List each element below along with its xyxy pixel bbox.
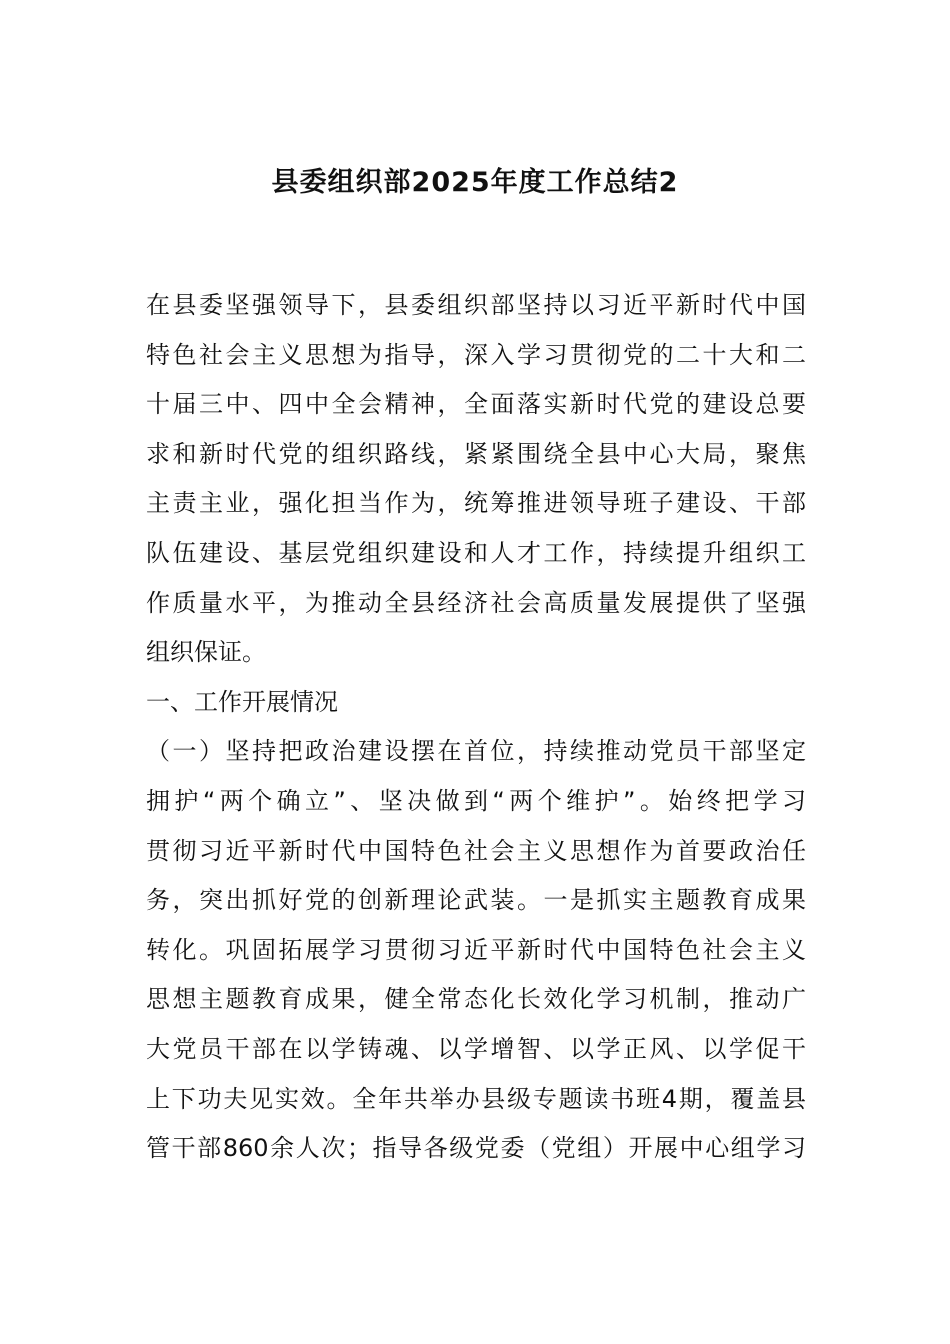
paragraph-line: 组织保证。 bbox=[146, 638, 266, 667]
section-heading: 一、工作开展情况 bbox=[146, 687, 338, 716]
paragraph-line: 大党员干部在以学铸魂、以学增智、以学正风、以学促干 bbox=[146, 1034, 806, 1063]
paragraph-line: 务，突出抓好党的创新理论武装。一是抓实主题教育成果 bbox=[146, 886, 806, 915]
paragraph-line: 转化。巩固拓展学习贯彻习近平新时代中国特色社会主义 bbox=[146, 935, 806, 964]
paragraph-line: 作质量水平，为推动全县经济社会高质量发展提供了坚强 bbox=[146, 588, 806, 617]
paragraph-line: 贯彻习近平新时代中国特色社会主义思想作为首要政治任 bbox=[146, 836, 806, 865]
paragraph-line: 管干部860余人次；指导各级党委（党组）开展中心组学习 bbox=[146, 1134, 806, 1163]
subsection-heading-line: （一）坚持把政治建设摆在首位，持续推动党员干部坚定 bbox=[146, 737, 806, 766]
paragraph-line: 在县委坚强领导下，县委组织部坚持以习近平新时代中国 bbox=[146, 291, 806, 319]
paragraph-line: 队伍建设、基层党组织建设和人才工作，持续提升组织工 bbox=[146, 538, 806, 567]
paragraph-line: 拥护“两个确立”、坚决做到“两个维护”。始终把学习 bbox=[146, 786, 806, 815]
paragraph-line: 十届三中、四中全会精神，全面落实新时代党的建设总要 bbox=[146, 390, 806, 419]
document-title: 县委组织部2025年度工作总结2 bbox=[271, 167, 679, 198]
paragraph-line: 主责主业，强化担当作为，统筹推进领导班子建设、干部 bbox=[146, 489, 806, 518]
document-body bbox=[146, 283, 806, 1176]
paragraph-line: 上下功夫见实效。全年共举办县级专题读书班4期，覆盖县 bbox=[146, 1084, 806, 1113]
paragraph-line: 求和新时代党的组织路线，紧紧围绕全县中心大局，聚焦 bbox=[146, 439, 806, 468]
paragraph-line: 特色社会主义思想为指导，深入学习贯彻党的二十大和二 bbox=[146, 340, 806, 369]
paragraph-line: 思想主题教育成果，健全常态化长效化学习机制，推动广 bbox=[146, 985, 806, 1014]
